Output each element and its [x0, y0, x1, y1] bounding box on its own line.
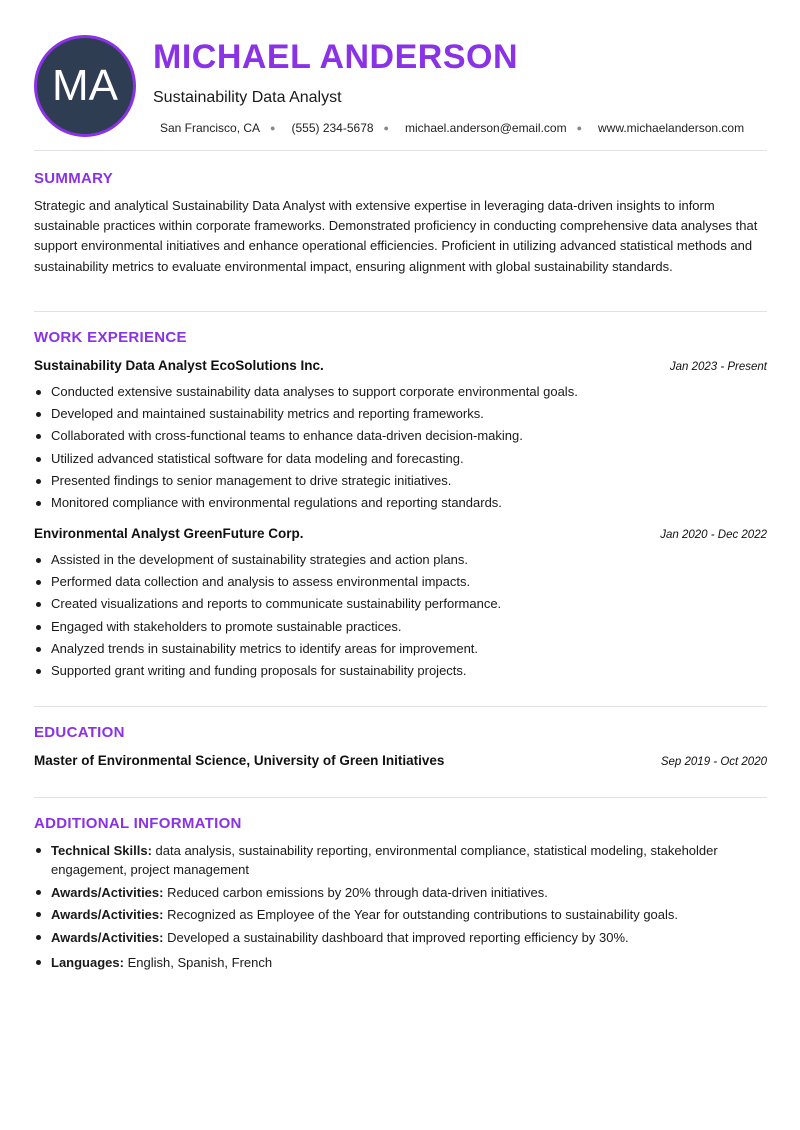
item-label: Languages: [51, 954, 124, 970]
job-bullet-list [34, 381, 769, 514]
additional-heading: ADDITIONAL INFORMATION [34, 815, 242, 832]
item-label: Awards/Activities: [51, 929, 164, 945]
job-header [34, 526, 767, 541]
summary-heading: SUMMARY [34, 170, 114, 187]
contact-website[interactable]: www.michaelanderson.com [598, 121, 745, 135]
job-role: Sustainability Data Analyst EcoSolutions Inc. [34, 358, 324, 373]
list-item [34, 953, 744, 972]
divider [34, 797, 767, 798]
divider [34, 706, 767, 707]
list-item: Presented findings to senior management to drive strategic initiatives. [34, 470, 769, 492]
contact-bar [160, 121, 744, 135]
candidate-title: Sustainability Data Analyst [153, 89, 342, 106]
contact-email[interactable]: michael.anderson@email.com [404, 121, 567, 135]
item-text: data analysis, sustainability reporting, environmental compliance, statistical modeling, stakeholder engagement, project management [51, 843, 718, 877]
job-dates: Jan 2023 - Present [669, 361, 767, 373]
separator-dot-icon: ● [383, 123, 389, 133]
list-item [34, 841, 744, 879]
list-item [34, 905, 744, 924]
list-item: Performed data collection and analysis to assess environmental impacts. [34, 571, 769, 593]
list-item [34, 883, 744, 902]
list-item [34, 928, 744, 947]
contact-location: San Francisco, CA [160, 121, 261, 135]
avatar-initials: MA [52, 61, 118, 110]
job-bullet-list [34, 549, 769, 682]
job-dates: Jan 2020 - Dec 2022 [660, 529, 767, 541]
list-item: Collaborated with cross-functional teams to enhance data-driven decision-making. [34, 425, 769, 447]
education-heading: EDUCATION [34, 724, 125, 741]
list-item: Engaged with stakeholders to promote sustainable practices. [34, 616, 769, 638]
item-text: Recognized as Employee of the Year for outstanding contributions to sustainability goals. [163, 907, 679, 922]
separator-dot-icon: ● [270, 123, 276, 133]
education-entry [34, 753, 767, 768]
list-item: Developed and maintained sustainability metrics and reporting frameworks. [34, 403, 769, 425]
item-label: Awards/Activities: [51, 907, 164, 922]
item-label: Technical Skills: [51, 843, 152, 858]
experience-heading: WORK EXPERIENCE [34, 329, 187, 346]
list-item: Supported grant writing and funding proposals for sustainability projects. [34, 660, 769, 682]
divider [34, 150, 767, 151]
list-item: Created visualizations and reports to communicate sustainability performance. [34, 593, 769, 615]
avatar [34, 35, 136, 137]
additional-list [34, 841, 744, 975]
summary-text: Strategic and analytical Sustainability Data Analyst with extensive expertise in leveraging data-driven insights to inform sustainable practices within corporate frameworks. Demonstrated proficiency in conducting comprehensive data analyses that support environmental initiatives and enhance operational efficiencies. Proficient in utilizing advanced statistical methods and sustainability metrics to evaluate environmental impact, ensuring alignment with global sustainability standards. [34, 198, 758, 274]
candidate-name: MICHAEL ANDERSON [153, 38, 519, 76]
separator-dot-icon: ● [576, 123, 583, 133]
job-role: Environmental Analyst GreenFuture Corp. [34, 526, 304, 541]
list-item: Utilized advanced statistical software for data modeling and forecasting. [34, 448, 769, 470]
item-text: English, Spanish, French [123, 954, 273, 970]
item-text: Developed a sustainability dashboard that improved reporting efficiency by 30%. [163, 929, 629, 945]
education-degree: Master of Environmental Science, University of Green Initiatives [34, 753, 445, 768]
education-dates: Sep 2019 - Oct 2020 [660, 756, 767, 768]
list-item: Monitored compliance with environmental regulations and reporting standards. [34, 492, 769, 514]
list-item: Analyzed trends in sustainability metrics to identify areas for improvement. [34, 638, 769, 660]
list-item: Conducted extensive sustainability data analyses to support corporate environmental goals. [34, 381, 769, 403]
contact-phone[interactable]: (555) 234-5678 [291, 121, 374, 135]
item-text: Reduced carbon emissions by 20% through data-driven initiatives. [163, 884, 548, 900]
item-label: Awards/Activities: [51, 884, 164, 900]
divider [34, 311, 767, 312]
job-header [34, 358, 767, 373]
list-item: Assisted in the development of sustainability strategies and action plans. [34, 549, 769, 571]
